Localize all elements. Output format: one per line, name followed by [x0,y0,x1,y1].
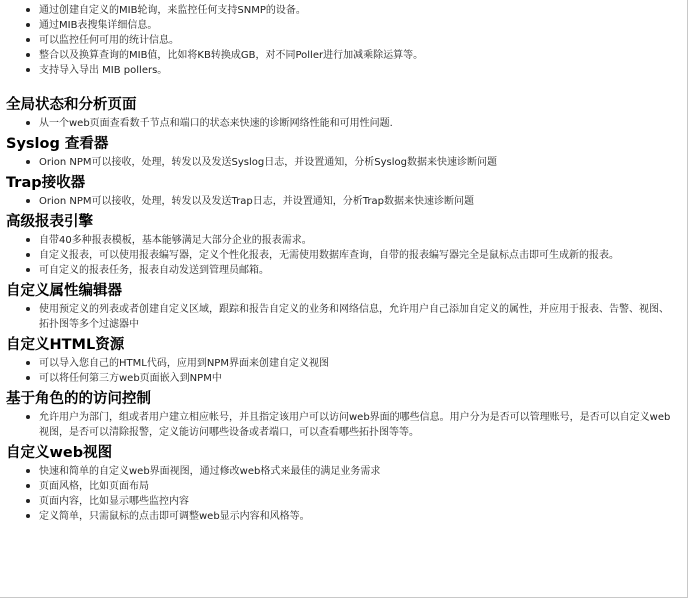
section-list-custom-property-editor [6,302,678,332]
list-item: 通过MIB表搜集详细信息。 [6,18,678,33]
list-item: 支持导入导出 MIB pollers。 [6,63,678,78]
list-item: 使用预定义的列表或者创建自定义区域，跟踪和报告自定义的业务和网络信息，允许用户自己添加自定义的属性，并应用于报表、告警、视图、拓扑图等多个过滤器中 [6,302,678,332]
bullet-icon [26,253,30,257]
bullet-icon [26,199,30,203]
section-heading-report-engine: 高级报表引擎 [6,214,93,230]
list-item: Orion NPM可以接收，处理，转发以及发送Trap日志，并设置通知，分析Trap数据来快速诊断问题 [6,194,678,209]
bullet-icon [26,376,30,380]
bullet-icon [26,499,30,503]
bullet-icon [26,68,30,72]
bullet-icon [26,160,30,164]
bullet-icon [26,38,30,42]
bullet-icon [26,307,30,311]
bullet-icon [26,53,30,57]
section-list-report-engine [6,233,678,278]
list-item: 定义简单，只需鼠标的点击即可调整web显示内容和风格等。 [6,509,678,524]
section-list-custom-web-view [6,464,678,524]
section-heading-custom-property-editor: 自定义属性编辑器 [6,283,122,299]
list-item: 可以监控任何可用的统计信息。 [6,33,678,48]
list-item: 页面风格，比如页面布局 [6,479,678,494]
section-list-syslog [6,155,678,170]
list-item: 可以导入您自己的HTML代码，应用到NPM界面来创建自定义视图 [6,356,678,371]
bullet-icon [26,268,30,272]
section-heading-syslog: Syslog 查看器 [6,136,109,152]
list-item: 可自定义的报表任务，报表自动发送到管理员邮箱。 [6,263,678,278]
bullet-icon [26,514,30,518]
section-heading-custom-html: 自定义HTML资源 [6,337,125,353]
bullet-icon [26,121,30,125]
section-list-trap [6,194,678,209]
bullet-icon [26,469,30,473]
list-item: 快速和简单的自定义web界面视图，通过修改web格式来最佳的满足业务需求 [6,464,678,479]
section-heading-role-access-control: 基于角色的的访问控制 [6,391,151,407]
bullet-icon [26,8,30,12]
document-content [6,0,678,524]
bullet-icon [26,415,30,419]
list-item: 自定义报表，可以使用报表编写器，定义个性化报表，无需使用数据库查询，自带的报表编写器完全是鼠标点击即可生成新的报表。 [6,248,678,263]
bullet-icon [26,23,30,27]
section-list-role-access-control [6,410,678,440]
bullet-icon [26,238,30,242]
section-heading-trap: Trap接收器 [6,175,86,191]
list-item: Orion NPM可以接收，处理，转发以及发送Syslog日志，并设置通知，分析Syslog数据来快速诊断问题 [6,155,678,170]
bullet-icon [26,484,30,488]
section-list-custom-html [6,356,678,386]
list-item: 页面内容，比如显示哪些监控内容 [6,494,678,509]
list-item: 允许用户为部门，组或者用户建立相应帐号，并且指定该用户可以访问web界面的哪些信息。用户分为是否可以管理账号，是否可以自定义web视图，是否可以清除报警，定义能访问哪些设备或者端口，可以查看哪些拓扑图等等。 [6,410,678,440]
list-item: 整合以及换算查询的MIB值，比如将KB转换成GB，对不同Poller进行加减乘除运算等。 [6,48,678,63]
section-list-global-status [6,116,678,131]
bullet-icon [26,361,30,365]
intro-list [6,3,678,78]
section-heading-global-status: 全局状态和分析页面 [6,97,137,113]
list-item: 通过创建自定义的MIB轮询，来监控任何支持SNMP的设备。 [6,3,678,18]
section-heading-custom-web-view: 自定义web视图 [6,445,113,461]
list-item: 从一个web页面查看数千节点和端口的状态来快速的诊断网络性能和可用性问题. [6,116,678,131]
list-item: 自带40多种报表模板，基本能够满足大部分企业的报表需求。 [6,233,678,248]
list-item: 可以将任何第三方web页面嵌入到NPM中 [6,371,678,386]
